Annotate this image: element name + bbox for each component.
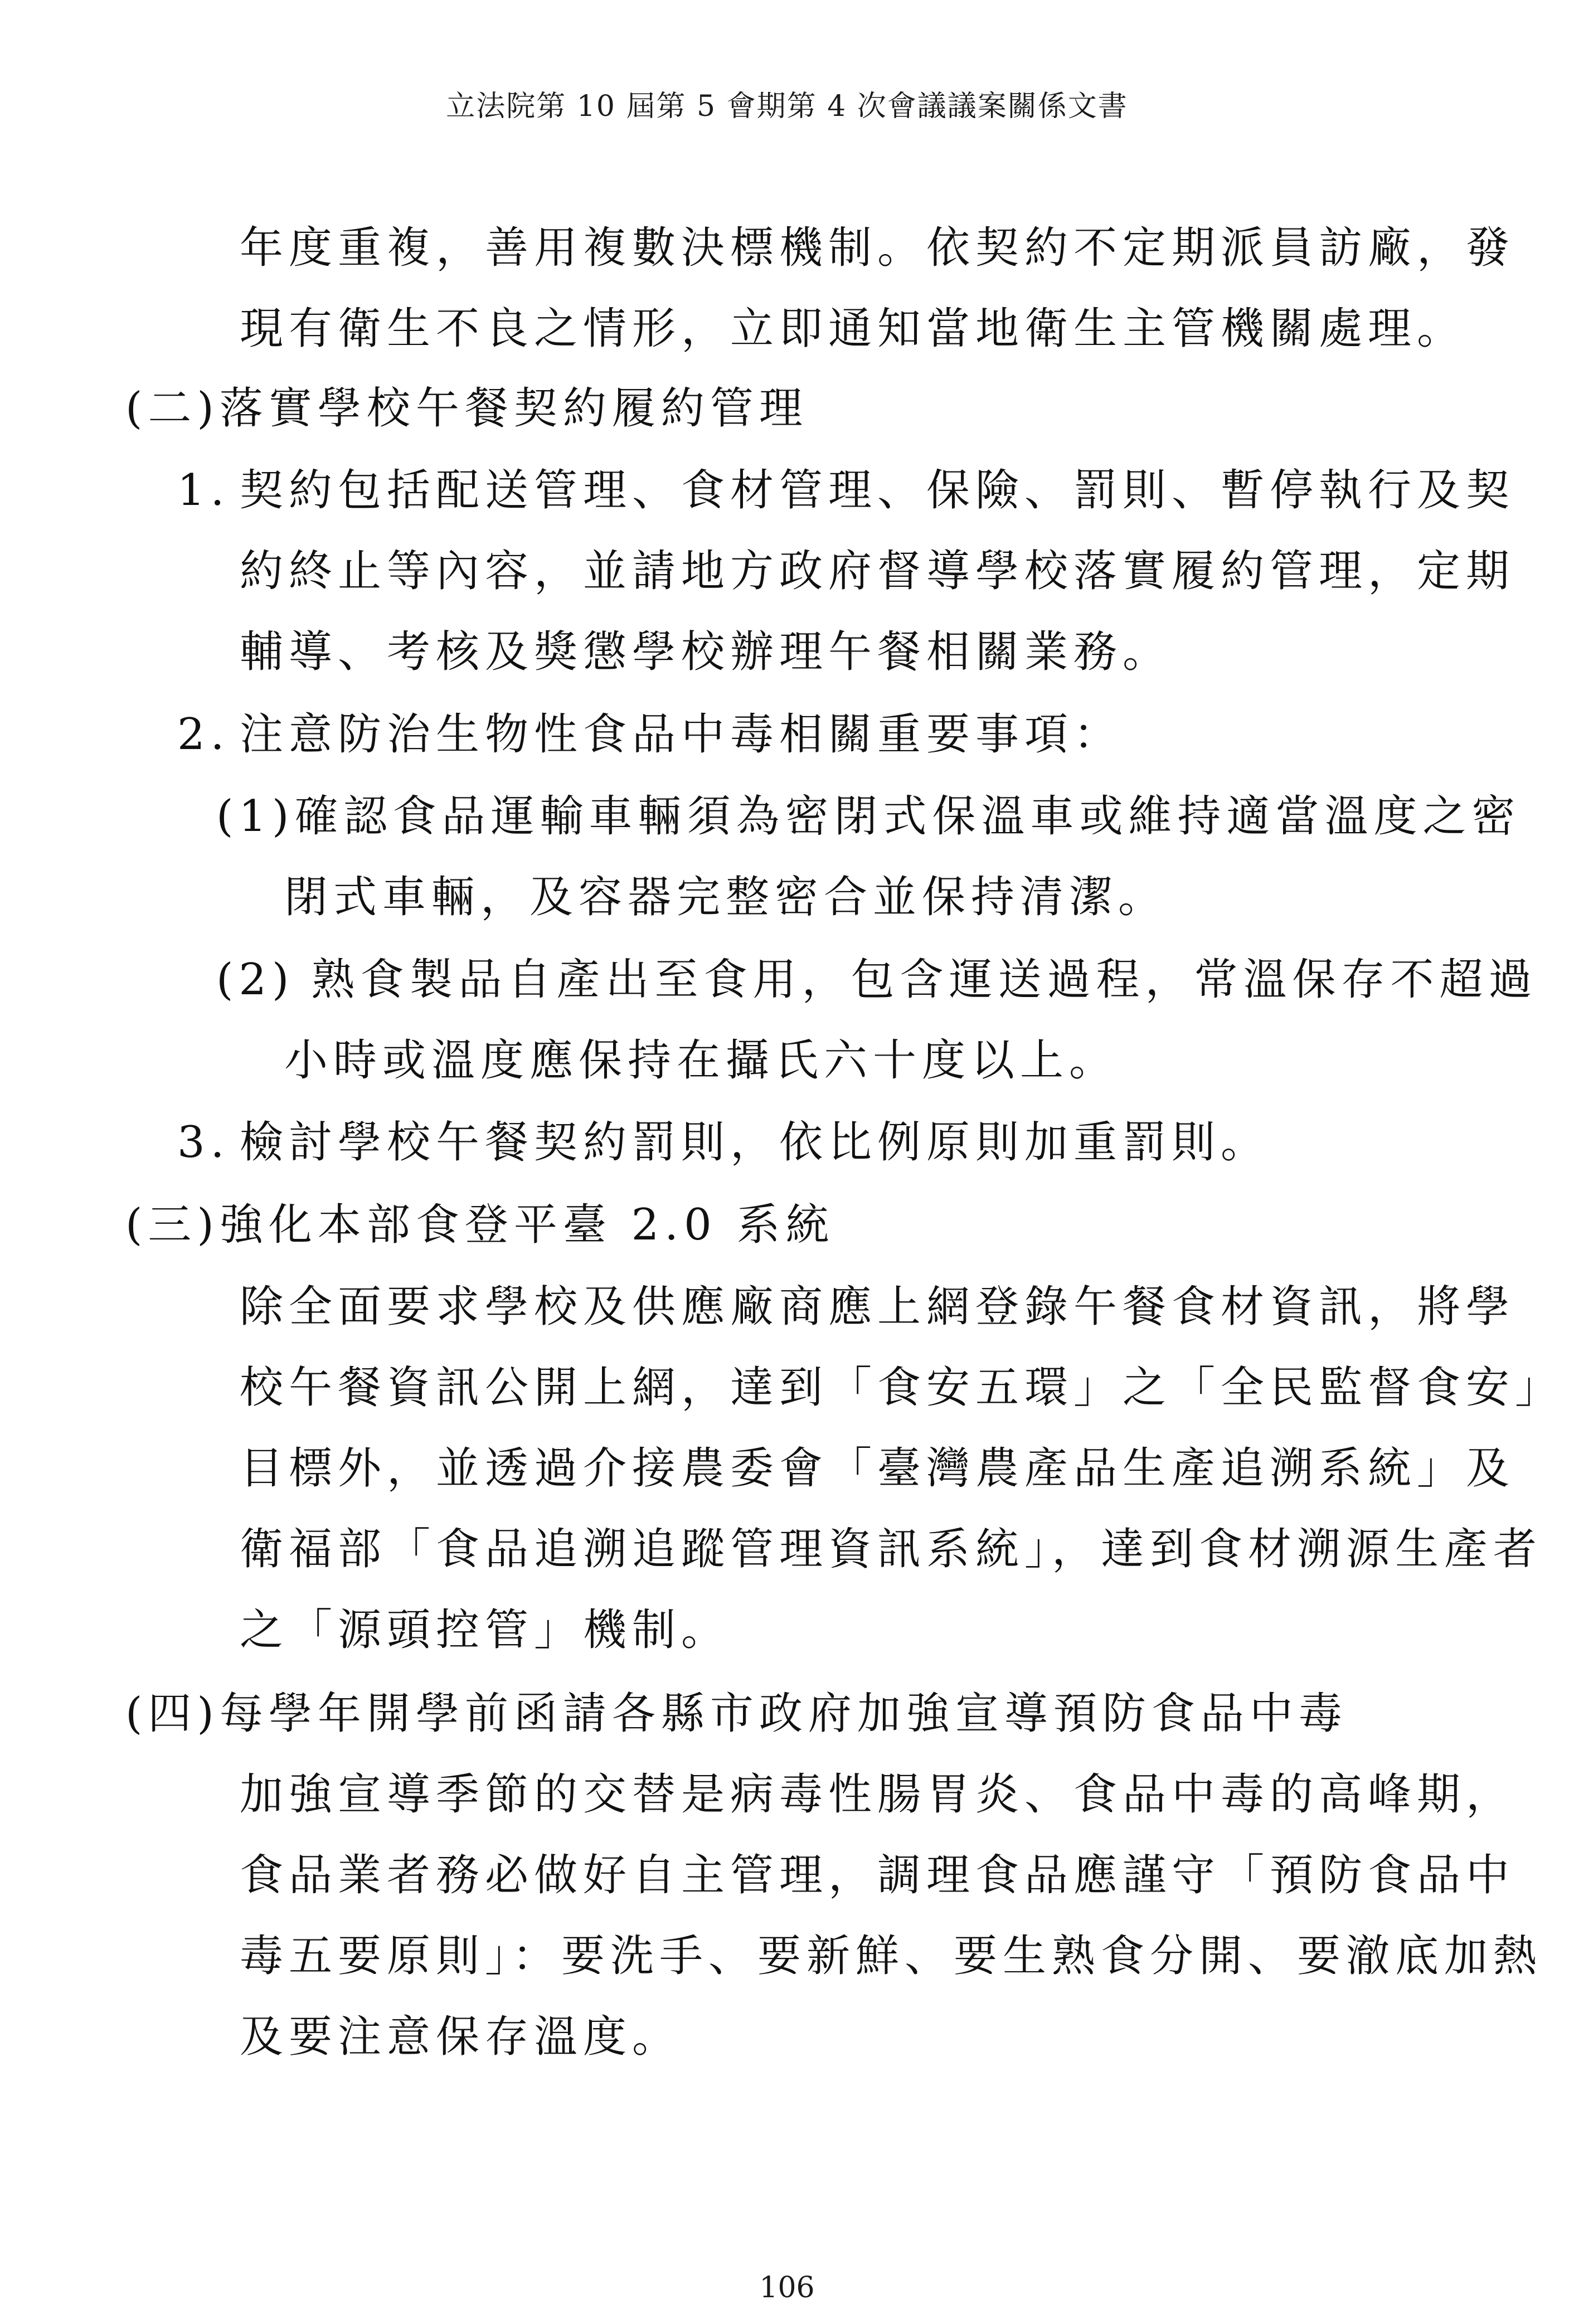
section-3-label: (三) bbox=[125, 1200, 220, 1250]
item-1-line-1: 契約包括配送管理、食材管理、保險、罰則、暫停執行及契 bbox=[240, 465, 1515, 516]
sub-1-line-1-row bbox=[216, 789, 1521, 844]
page-header: 立法院第 10 屆第 5 會期第 4 次會議議案關係文書 bbox=[446, 90, 1128, 123]
section-3-line-2: 校午餐資訊公開上網，達到「食安五環」之「全民監督食安」 bbox=[240, 1363, 1565, 1413]
item-3-line-1: 檢討學校午餐契約罰則，依比例原則加重罰則。 bbox=[240, 1117, 1270, 1168]
section-4-line-2: 食品業者務必做好自主管理，調理食品應謹守「預防食品中 bbox=[240, 1850, 1515, 1900]
item-1-line-2: 約終止等內容，並請地方政府督導學校落實履約管理，定期 bbox=[240, 546, 1515, 596]
intro-line-1: 年度重複，善用複數決標機制。依契約不定期派員訪廠，發 bbox=[240, 223, 1515, 273]
section-4-title: 每學年開學前函請各縣市政府加強宣導預防食品中毒 bbox=[219, 1689, 1348, 1739]
page-number: 106 bbox=[759, 2271, 815, 2304]
section-4-line-4: 及要注意保存溫度。 bbox=[240, 2012, 682, 2062]
intro-line-2: 現有衛生不良之情形，立即通知當地衛生主管機關處理。 bbox=[240, 304, 1466, 354]
sub-2-label: (2) bbox=[216, 955, 295, 1005]
section-3-line-4: 衛福部「食品追溯追蹤管理資訊系統」，達到食材溯源生產者 bbox=[240, 1524, 1543, 1574]
section-3-line-1: 除全面要求學校及供應廠商應上網登錄午餐食材資訊，將學 bbox=[240, 1282, 1515, 1332]
sub-1-label: (1) bbox=[216, 791, 295, 842]
section-2-heading bbox=[125, 381, 808, 436]
item-1-line-3: 輔導、考核及獎懲學校辦理午餐相關業務。 bbox=[240, 627, 1172, 677]
section-3-heading bbox=[125, 1197, 835, 1253]
sub-1-line-1: 確認食品運輸車輛須為密閉式保溫車或維持適當溫度之密 bbox=[294, 791, 1521, 842]
section-4-label: (四) bbox=[125, 1689, 220, 1739]
sub-2-line-1: 熟食製品自產出至食用，包含運送過程，常溫保存不超過 bbox=[311, 955, 1538, 1005]
item-1-label: 1. bbox=[177, 465, 230, 516]
sub-1-line-2: 閉式車輛，及容器完整密合並保持清潔。 bbox=[284, 872, 1168, 922]
item-3-label: 3. bbox=[177, 1117, 230, 1168]
sub-2-line-1-row bbox=[216, 952, 1538, 1008]
section-3-line-3: 目標外，並透過介接農委會「臺灣農產品生產追溯系統」及 bbox=[240, 1443, 1515, 1494]
item-2-label: 2. bbox=[177, 709, 230, 760]
section-4-line-3: 毒五要原則」：要洗手、要新鮮、要生熟食分開、要澈底加熱 bbox=[240, 1931, 1543, 1981]
item-2-title: 注意防治生物性食品中毒相關重要事項： bbox=[240, 709, 1123, 760]
section-3-title: 強化本部食登平臺 2.0 系統 bbox=[219, 1200, 835, 1250]
section-4-line-1: 加強宣導季節的交替是病毒性腸胃炎、食品中毒的高峰期， bbox=[240, 1769, 1515, 1820]
sub-2-line-2: 小時或溫度應保持在攝氏六十度以上。 bbox=[284, 1035, 1119, 1086]
section-3-line-5: 之「源頭控管」機制。 bbox=[240, 1605, 731, 1655]
section-2-title: 落實學校午餐契約履約管理 bbox=[219, 383, 808, 434]
section-2-label: (二) bbox=[125, 383, 220, 434]
section-4-heading bbox=[125, 1686, 1348, 1742]
